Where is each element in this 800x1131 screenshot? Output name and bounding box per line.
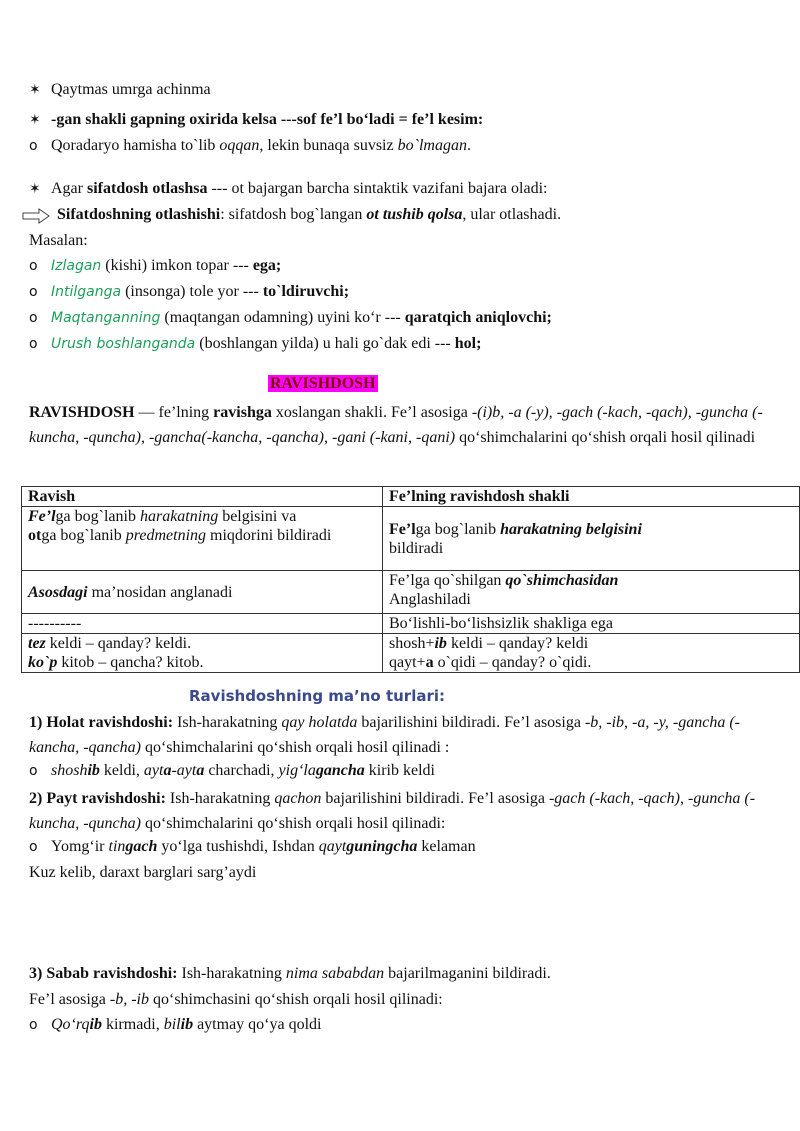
subheading: Ravishdoshning ma’no turlari:: [189, 687, 446, 705]
list-item: o Urush boshlanganda (boshlangan yilda) u hali go`dak edi --- hol;: [29, 335, 482, 352]
table-cell: Fe’lga qo`shilgan qo`shimchasidan Anglashiladi: [383, 571, 800, 614]
table-cell: Fe’lga bog`lanib harakatning belgisini va otga bog`lanib predmetning miqdorini bildiradi: [22, 507, 383, 571]
definition-line: Sifatdoshning otlashishi: sifatdosh bog`langan ot tushib qolsa, ular otlashadi.: [57, 206, 562, 223]
table-row: [22, 507, 800, 571]
paragraph-sabab: 3) Sabab ravishdoshi: Ish-harakatning nima sababdan bajarilmaganini bildiradi.: [29, 965, 551, 982]
arrow-right-icon: [22, 208, 50, 224]
circle-bullet-icon: o: [29, 336, 38, 352]
table-header-cell: Ravish: [22, 487, 383, 507]
paragraph-holat: 1) Holat ravishdoshi: Ish-harakatning qay holatda bajarilishini bildiradi. Fe’l asosiga -b, -ib, -a, -y, -gancha (-kancha, -qancha) qo‘shimchalarini qo‘shish orqali hosil qilinadi :: [29, 714, 740, 756]
circle-bullet-icon: o: [29, 284, 38, 300]
example-line: Kuz kelib, daraxt barglari sarg’aydi: [29, 864, 257, 881]
table-row: [22, 571, 800, 614]
example-line: o Qoradaryo hamisha to`lib oqqan, lekin bunaqa suvsiz bo`lmagan.: [29, 137, 471, 154]
star-bullet-icon: ✶: [29, 181, 41, 197]
table-cell: Bo‘lishli-bo‘lishsizlik shakliga ega: [383, 614, 800, 634]
table-cell: ----------: [22, 614, 383, 634]
star-bullet-icon: ✶: [29, 82, 41, 98]
table-header-row: [22, 487, 800, 507]
circle-bullet-icon: o: [29, 258, 38, 274]
bullet-line: ✶ Agar sifatdosh otlashsa --- ot bajargan barcha sintaktik vazifani bajara oladi:: [29, 180, 548, 197]
star-bullet-icon: ✶: [29, 112, 41, 128]
table-row: [22, 634, 800, 673]
example-line: o shoshib keldi, ayta-ayta charchadi, yig‘lagancha kirib keldi: [29, 762, 435, 779]
list-item: o Izlagan (kishi) imkon topar --- ega;: [29, 257, 282, 274]
list-item: o Maqtanganning (maqtangan odamning) uyini ko‘r --- qaratqich aniqlovchi;: [29, 309, 552, 326]
example-line: o Yomg‘ir tingach yo‘lga tushishdi, Ishdan qaytguningcha kelaman: [29, 838, 476, 855]
example-intro: Masalan:: [29, 232, 88, 249]
paragraph-sabab-cont: Fe’l asosiga -b, -ib qo‘shimchasini qo‘shish orqali hosil qilinadi:: [29, 991, 443, 1008]
circle-bullet-icon: o: [29, 763, 38, 779]
section-heading: RAVISHDOSH: [270, 375, 376, 392]
table-row: [22, 614, 800, 634]
table-cell: Fe’lga bog`lanib harakatning belgisini bildiradi: [383, 507, 800, 571]
bullet-line: ✶ -gan shakli gapning oxirida kelsa ---sof fe’l bo‘ladi = fe’l kesim:: [29, 111, 484, 128]
paragraph-payt: 2) Payt ravishdoshi: Ish-harakatning qachon bajarilishini bildiradi. Fe’l asosiga -gach (-kach, -qach), -guncha (-kuncha, -quncha) qo‘shimchalarini qo‘shish orqali hosil qilinadi:: [29, 790, 756, 832]
comparison-table: [21, 486, 800, 673]
circle-bullet-icon: o: [29, 839, 38, 855]
table-header-cell: Fe’lning ravishdosh shakli: [383, 487, 800, 507]
table-cell: Asosdagi ma’nosidan anglanadi: [22, 571, 383, 614]
example-line: o Qo‘rqib kirmadi, bilib aytmay qo‘ya qoldi: [29, 1016, 322, 1033]
table-cell: tez keldi – qanday? keldi. ko`p kitob – qancha? kitob.: [22, 634, 383, 673]
circle-bullet-icon: o: [29, 1017, 38, 1033]
circle-bullet-icon: o: [29, 138, 38, 154]
circle-bullet-icon: o: [29, 310, 38, 326]
table-cell: shosh+ib keldi – qanday? keldi qayt+a o`qidi – qanday? o`qidi.: [383, 634, 800, 673]
bullet-line: ✶ Qaytmas umrga achinma: [29, 81, 211, 98]
list-item: o Intilganga (insonga) tole yor --- to`ldiruvchi;: [29, 283, 350, 300]
definition-paragraph: RAVISHDOSH — fe’lning ravishga xoslangan shakli. Fe’l asosiga -(i)b, -a (-y), -gach (-kach, -qach), -guncha (-kuncha, -quncha), -gancha(-kancha, -qancha), -gani (-kani, -qani) qo‘shimchalarini qo‘shish orqali hosil qilinadi: [29, 404, 763, 446]
